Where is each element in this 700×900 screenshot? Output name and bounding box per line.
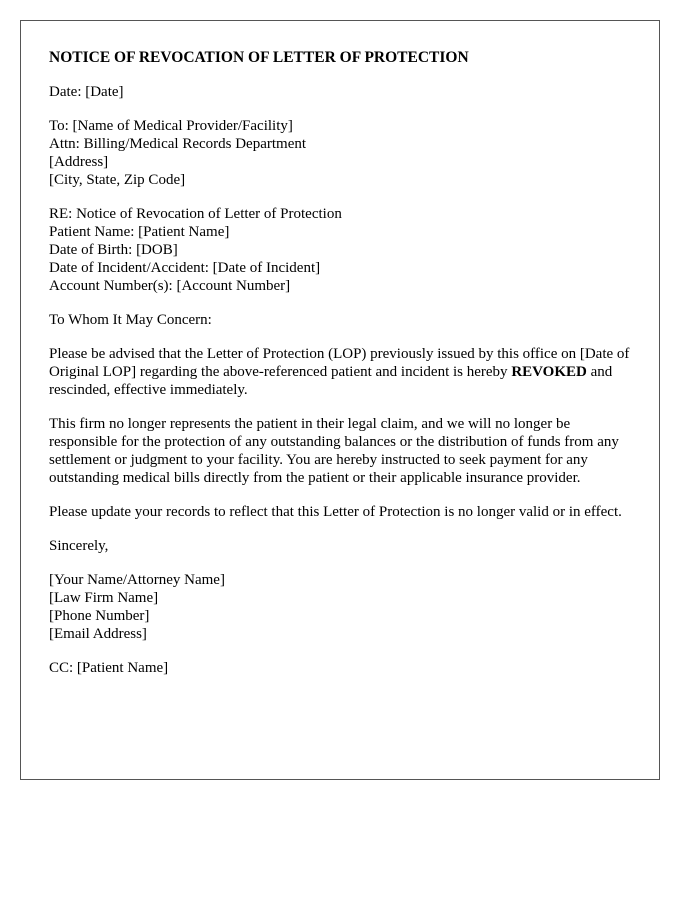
recipient-address: [Address] [49,154,109,170]
letter-content [49,49,639,693]
salutation: To Whom It May Concern: [49,312,212,328]
reference-re: RE: Notice of Revocation of Letter of Protection [49,206,342,222]
reference-dob: Date of Birth: [DOB] [49,242,178,258]
paragraph-revocation [49,345,639,399]
recipient-city-state-zip: [City, State, Zip Code] [49,172,186,188]
signature-block [49,571,639,643]
reference-block [49,205,639,295]
paragraph-representation: This firm no longer represents the patient in their legal claim, and we will no longer be responsible for the protection of any outstanding balances or the distribution of funds from any settlement or judgment to your facility. You are hereby instructed to seek payment for any outstanding medical bills directly from the patient or their applicable insurance provider. [49,416,619,486]
reference-patient-name: Patient Name: [Patient Name] [49,224,230,240]
revoked-emphasis: REVOKED [511,364,587,380]
recipient-to: To: [Name of Medical Provider/Facility] [49,118,293,134]
letter-title: NOTICE OF REVOCATION OF LETTER OF PROTECTION [49,49,469,66]
cc-line: CC: [Patient Name] [49,660,169,676]
signature-phone: [Phone Number] [49,608,150,624]
signature-email: [Email Address] [49,626,147,642]
letter-page [20,20,660,780]
closing: Sincerely, [49,538,109,554]
signature-firm: [Law Firm Name] [49,590,159,606]
reference-account-numbers: Account Number(s): [Account Number] [49,278,291,294]
recipient-attn: Attn: Billing/Medical Records Department [49,136,307,152]
recipient-block [49,117,639,189]
reference-incident-date: Date of Incident/Accident: [Date of Incident] [49,260,321,276]
paragraph-revocation-end: and rescinded, effective immediately. [49,364,613,398]
paragraph-revocation-start: Please be advised that the Letter of Protection (LOP) previously issued by this office on [Date of Original LOP] regarding the above-referenced patient and incident is hereby [49,346,630,380]
date-line: Date: [Date] [49,84,124,100]
paragraph-update-records: Please update your records to reflect that this Letter of Protection is no longer valid or in effect. [49,504,622,520]
signature-name: [Your Name/Attorney Name] [49,572,225,588]
